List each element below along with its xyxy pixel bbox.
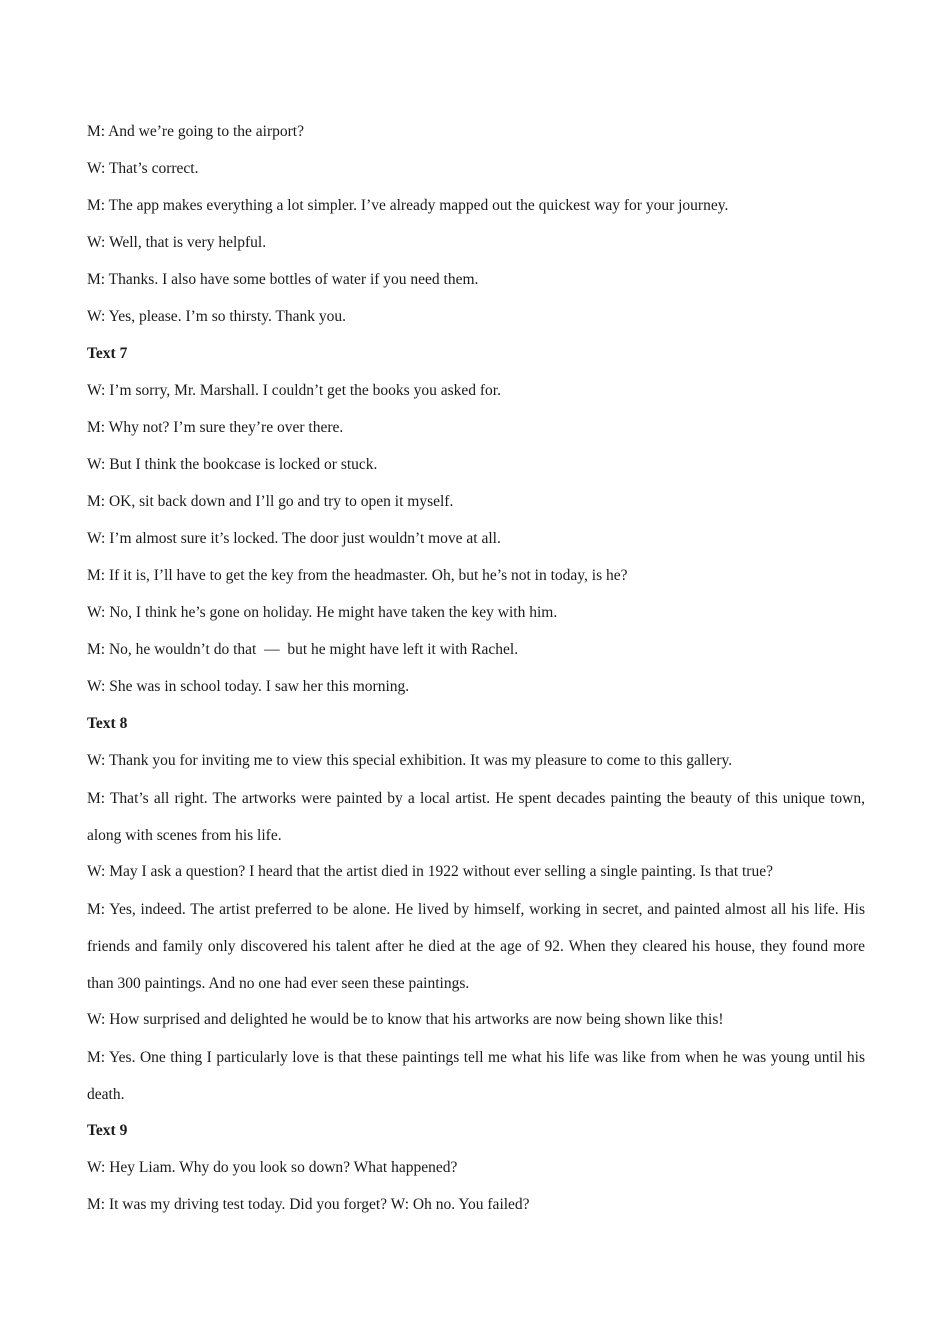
dialogue-line: W: That’s correct. bbox=[87, 160, 199, 177]
document-page bbox=[87, 121, 865, 1231]
dialogue-line: W: No, I think he’s gone on holiday. He might have taken the key with him. bbox=[87, 604, 558, 621]
dialogue-line: W: I’m sorry, Mr. Marshall. I couldn’t get the books you asked for. bbox=[87, 382, 501, 399]
dialogue-line: M: And we’re going to the airport? bbox=[87, 123, 304, 140]
dialogue-line: W: Well, that is very helpful. bbox=[87, 234, 267, 251]
dialogue-line: M: No, he wouldn’t do that — but he might have left it with Rachel. bbox=[87, 641, 519, 658]
dialogue-paragraph: M: That’s all right. The artworks were painted by a local artist. He spent decades painting the beauty of this unique town, along with scenes from his life. bbox=[87, 790, 865, 844]
dialogue-line: W: But I think the bookcase is locked or stuck. bbox=[87, 456, 378, 473]
dialogue-line: W: How surprised and delighted he would be to know that his artworks are now being shown like this! bbox=[87, 1011, 724, 1028]
dialogue-line: M: If it is, I’ll have to get the key from the headmaster. Oh, but he’s not in today, is he? bbox=[87, 567, 628, 584]
dialogue-line: M: OK, sit back down and I’ll go and try to open it myself. bbox=[87, 493, 454, 510]
dialogue-paragraph: M: Yes, indeed. The artist preferred to be alone. He lived by himself, working in secret, and painted almost all his life. His friends and family only discovered his talent after he died at the age of 92. When they cleared his house, they found more than 300 paintings. And no one had ever seen these paintings. bbox=[87, 901, 865, 992]
section-heading-text9: Text 9 bbox=[87, 1122, 128, 1139]
section-heading-text7: Text 7 bbox=[87, 345, 128, 362]
dialogue-line: M: Thanks. I also have some bottles of water if you need them. bbox=[87, 271, 479, 288]
dialogue-line: W: I’m almost sure it’s locked. The door just wouldn’t move at all. bbox=[87, 530, 501, 547]
dialogue-line: M: Why not? I’m sure they’re over there. bbox=[87, 419, 344, 436]
dialogue-line: M: The app makes everything a lot simpler. I’ve already mapped out the quickest way for your journey. bbox=[87, 197, 729, 214]
dialogue-line: W: Yes, please. I’m so thirsty. Thank you. bbox=[87, 308, 347, 325]
section-heading-text8: Text 8 bbox=[87, 715, 128, 732]
dialogue-line: W: She was in school today. I saw her this morning. bbox=[87, 678, 410, 695]
dialogue-line: W: Thank you for inviting me to view this special exhibition. It was my pleasure to come to this gallery. bbox=[87, 752, 733, 769]
dialogue-line: W: May I ask a question? I heard that the artist died in 1922 without ever selling a single painting. Is that true? bbox=[87, 863, 773, 880]
dialogue-line: W: Hey Liam. Why do you look so down? What happened? bbox=[87, 1159, 458, 1176]
dialogue-line: M: It was my driving test today. Did you forget? W: Oh no. You failed? bbox=[87, 1196, 530, 1213]
dialogue-paragraph: M: Yes. One thing I particularly love is that these paintings tell me what his life was like from when he was young until his death. bbox=[87, 1049, 865, 1103]
